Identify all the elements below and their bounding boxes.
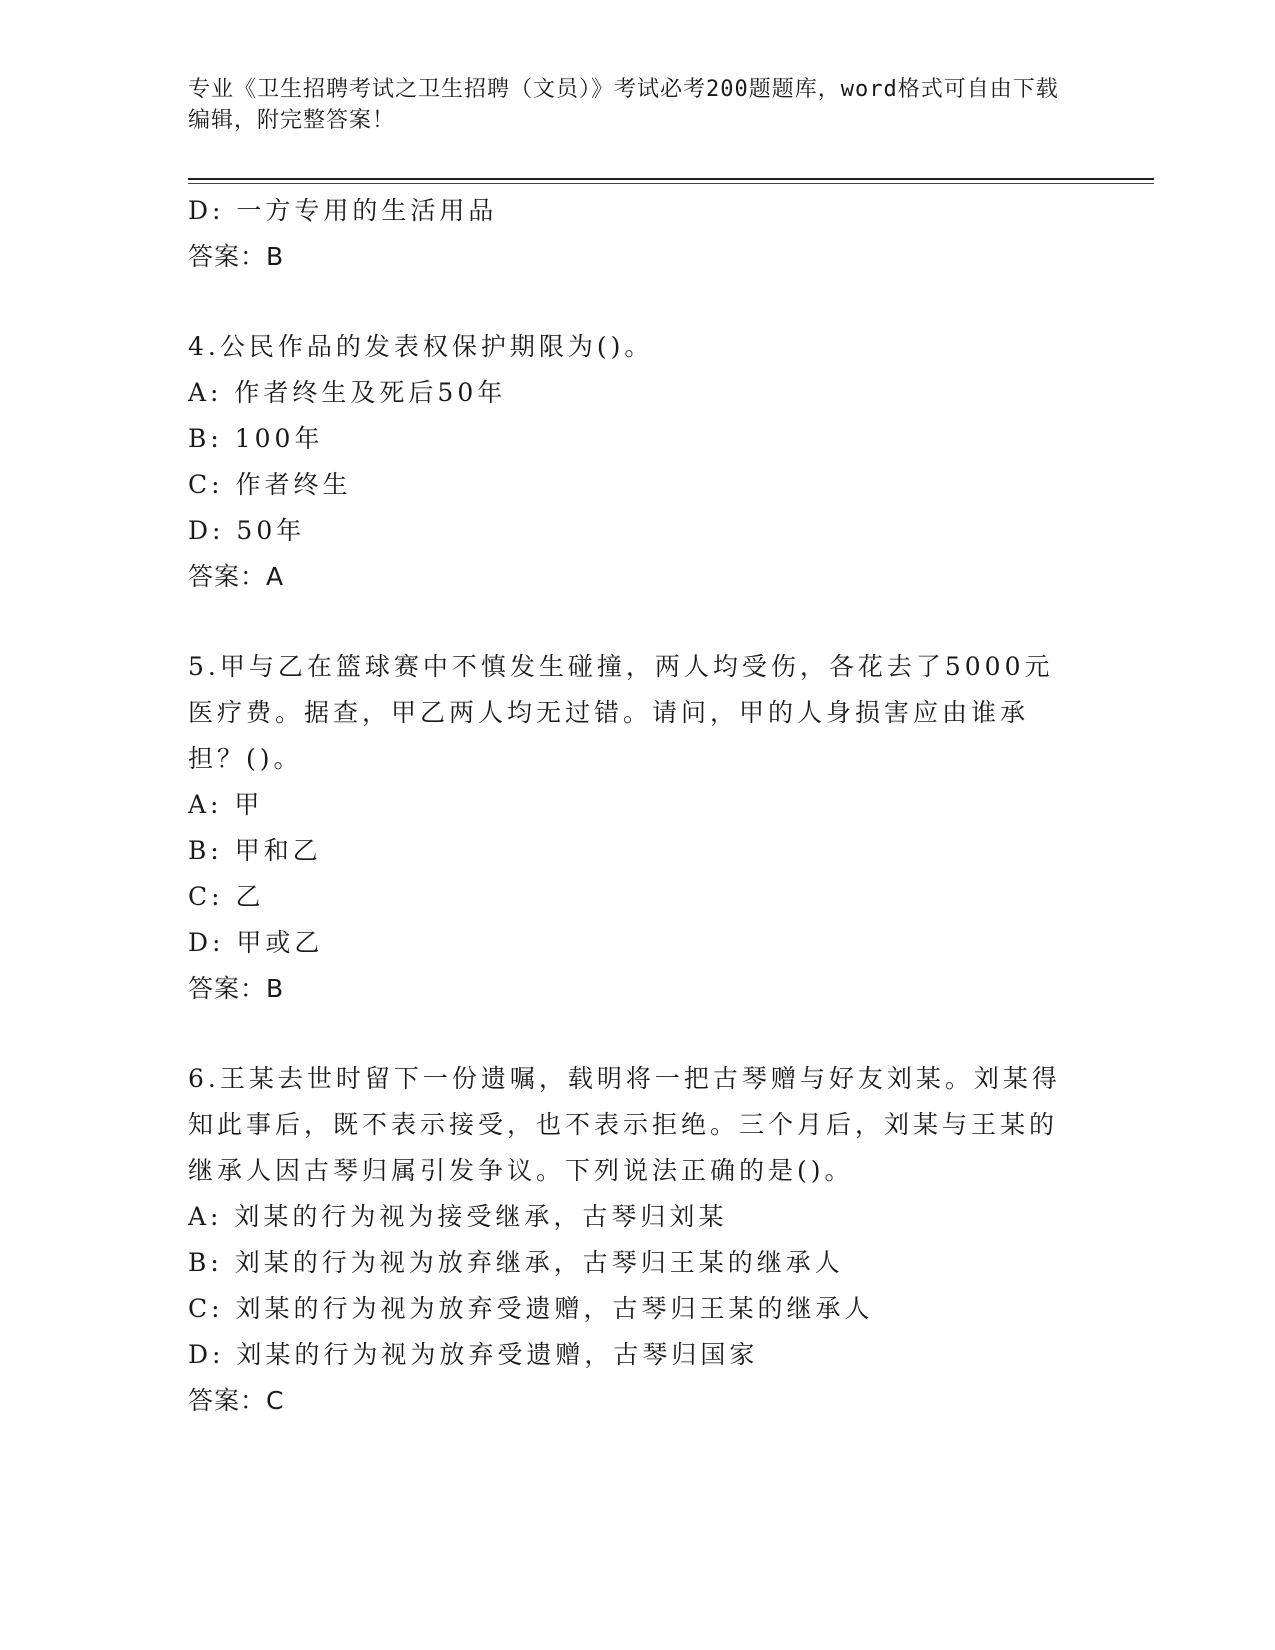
option-d: D: 50年 xyxy=(188,516,306,545)
header-divider-thick xyxy=(188,178,1154,180)
question-stem: 6.王某去世时留下一份遗嘱，载明将一把古琴赠与好友刘某。刘某得知此事后，既不表示接受，也不表示拒绝。三个月后，刘某与王某的继承人因古琴归属引发争议。下列说法正确的是()。 xyxy=(188,1064,1061,1185)
option-b: B: 100年 xyxy=(188,424,324,453)
option-b: B: 刘某的行为视为放弃继承，古琴归王某的继承人 xyxy=(188,1248,844,1277)
question-stem: 4.公民作品的发表权保护期限为()。 xyxy=(188,332,654,361)
question-content xyxy=(188,188,1088,1424)
header-divider-thin xyxy=(188,183,1154,184)
answer: 答案：B xyxy=(188,974,285,1003)
question-block-6 xyxy=(188,1056,1088,1424)
option-a: A: 甲 xyxy=(188,790,264,819)
option-c: C: 作者终生 xyxy=(188,470,352,499)
question-stem: 5.甲与乙在篮球赛中不慎发生碰撞，两人均受伤，各花去了5000元医疗费。据查，甲乙两人均无过错。请问，甲的人身损害应由谁承担？()。 xyxy=(188,652,1054,773)
option-a: A: 刘某的行为视为接受继承，古琴归刘某 xyxy=(188,1202,728,1231)
option-c: C: 刘某的行为视为放弃受遗赠，古琴归王某的继承人 xyxy=(188,1294,874,1323)
question-block-5 xyxy=(188,644,1088,1012)
option-b: B: 甲和乙 xyxy=(188,836,322,865)
answer: 答案：C xyxy=(188,1386,285,1415)
question-block-4 xyxy=(188,324,1088,600)
answer: 答案：A xyxy=(188,562,285,591)
option-a: A: 作者终生及死后50年 xyxy=(188,378,507,407)
carry-over-answer: 答案：B xyxy=(188,242,285,271)
option-d: D: 刘某的行为视为放弃受遗赠，古琴归国家 xyxy=(188,1340,759,1369)
document-header: 专业《卫生招聘考试之卫生招聘（文员）》考试必考200题题库，word格式可自由下载编辑，附完整答案！ xyxy=(188,77,1059,133)
option-d: D: 甲或乙 xyxy=(188,928,324,957)
carry-over-option-d: D: 一方专用的生活用品 xyxy=(188,196,498,225)
option-c: C: 乙 xyxy=(188,882,265,911)
